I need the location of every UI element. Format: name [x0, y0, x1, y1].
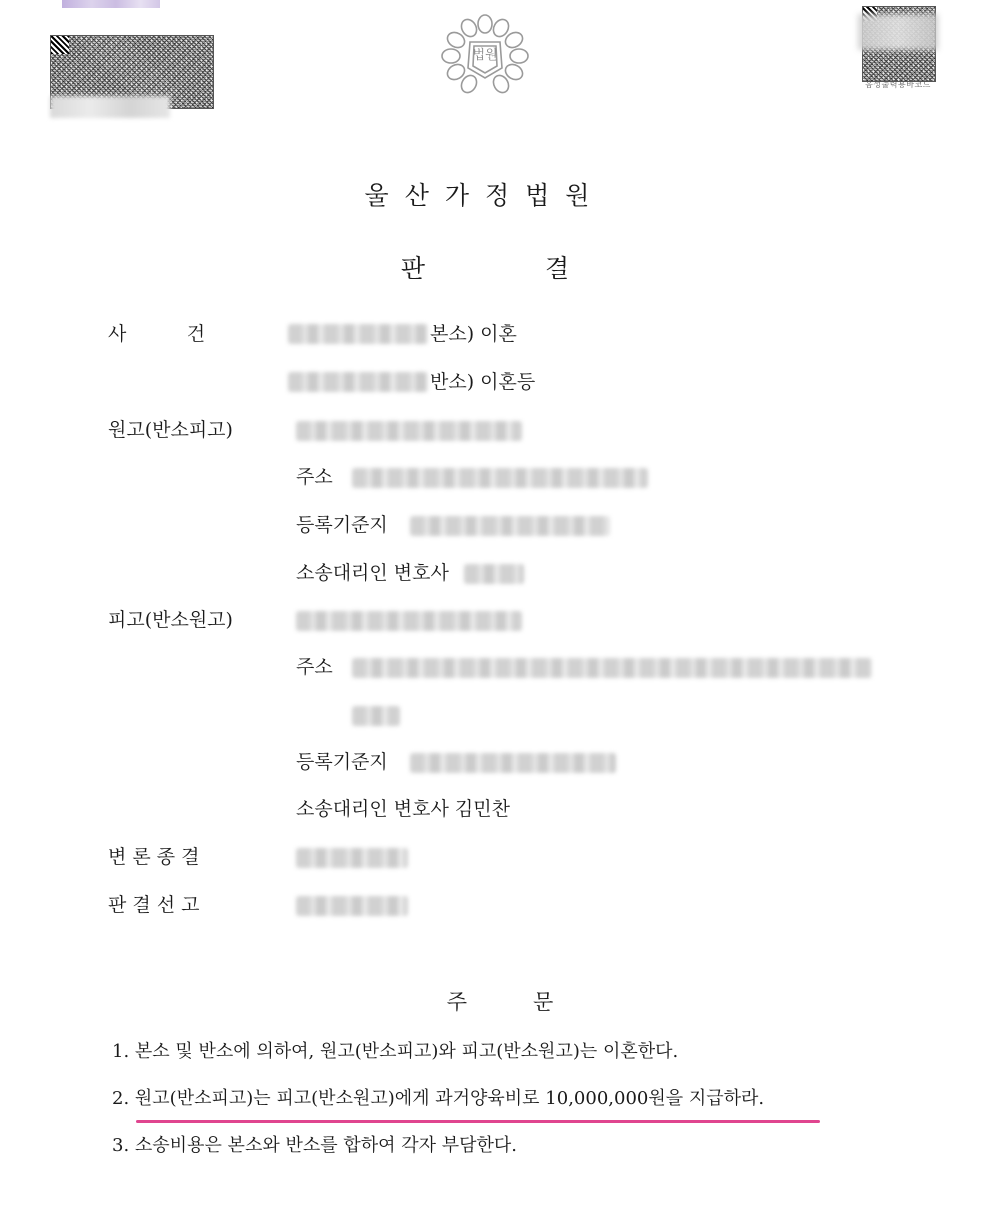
redacted-defendant-address-line-2 [352, 706, 400, 726]
order-item-2: 2. 원고(반소피고)는 피고(반소원고)에게 과거양육비로 10,000,000원을 지급하라. [112, 1088, 765, 1109]
plaintiff-address-label: 주소 [296, 466, 333, 488]
barcode-caption: 음성출력용바코드 [865, 80, 931, 89]
redacted-case-number-2 [288, 372, 428, 392]
plaintiff-label: 원고(반소피고) [108, 419, 233, 441]
redacted-plaintiff-name [296, 421, 522, 441]
case-counter-type: 반소) 이혼등 [430, 371, 536, 393]
order-section-title [0, 986, 1000, 1016]
redacted-barcode-label [858, 14, 938, 50]
document-title-char-1: 판 [400, 254, 425, 283]
case-label [108, 322, 205, 346]
plaintiff-registry-label: 등록기준지 [296, 514, 388, 536]
redacted-sentence-date [296, 896, 408, 916]
closing-date-label: 변 론 종 결 [108, 846, 200, 868]
emblem-label: 법원 [472, 48, 498, 63]
sentence-date-label: 판 결 선 고 [108, 894, 200, 916]
defendant-address-label: 주소 [296, 656, 333, 678]
redacted-plaintiff-registry [410, 516, 610, 536]
redacted-case-number-1 [288, 324, 428, 344]
redacted-defendant-registry [410, 753, 616, 773]
order-item-3: 3. 소송비용은 본소와 반소를 합하여 각자 부담한다. [112, 1135, 517, 1156]
redacted-plaintiff-counsel-name [464, 564, 524, 584]
order-title-char-1: 주 [446, 990, 467, 1014]
order-title-char-2: 문 [533, 990, 554, 1014]
defendant-label: 피고(반소원고) [108, 609, 233, 631]
redacted-plaintiff-address [352, 468, 648, 488]
defendant-counsel: 소송대리인 변호사 김민찬 [296, 798, 510, 820]
case-main-type: 본소) 이혼 [430, 323, 517, 345]
redacted-defendant-address-line-1 [352, 658, 872, 678]
redacted-header-strip [62, 0, 160, 8]
redacted-document-number [50, 96, 170, 118]
order-item-1: 1. 본소 및 반소에 의하여, 원고(반소피고)와 피고(반소원고)는 이혼한다. [112, 1041, 679, 1062]
plaintiff-counsel: 소송대리인 변호사 [296, 562, 449, 584]
highlight-underline [136, 1120, 820, 1123]
case-label-text: 사 건 [108, 323, 206, 345]
defendant-registry-label: 등록기준지 [296, 751, 388, 773]
redacted-closing-date [296, 848, 408, 868]
document-title-char-2: 결 [545, 254, 570, 283]
redacted-defendant-name [296, 611, 522, 631]
document-title [0, 249, 970, 285]
court-name: 울산가정법원 [364, 181, 606, 210]
